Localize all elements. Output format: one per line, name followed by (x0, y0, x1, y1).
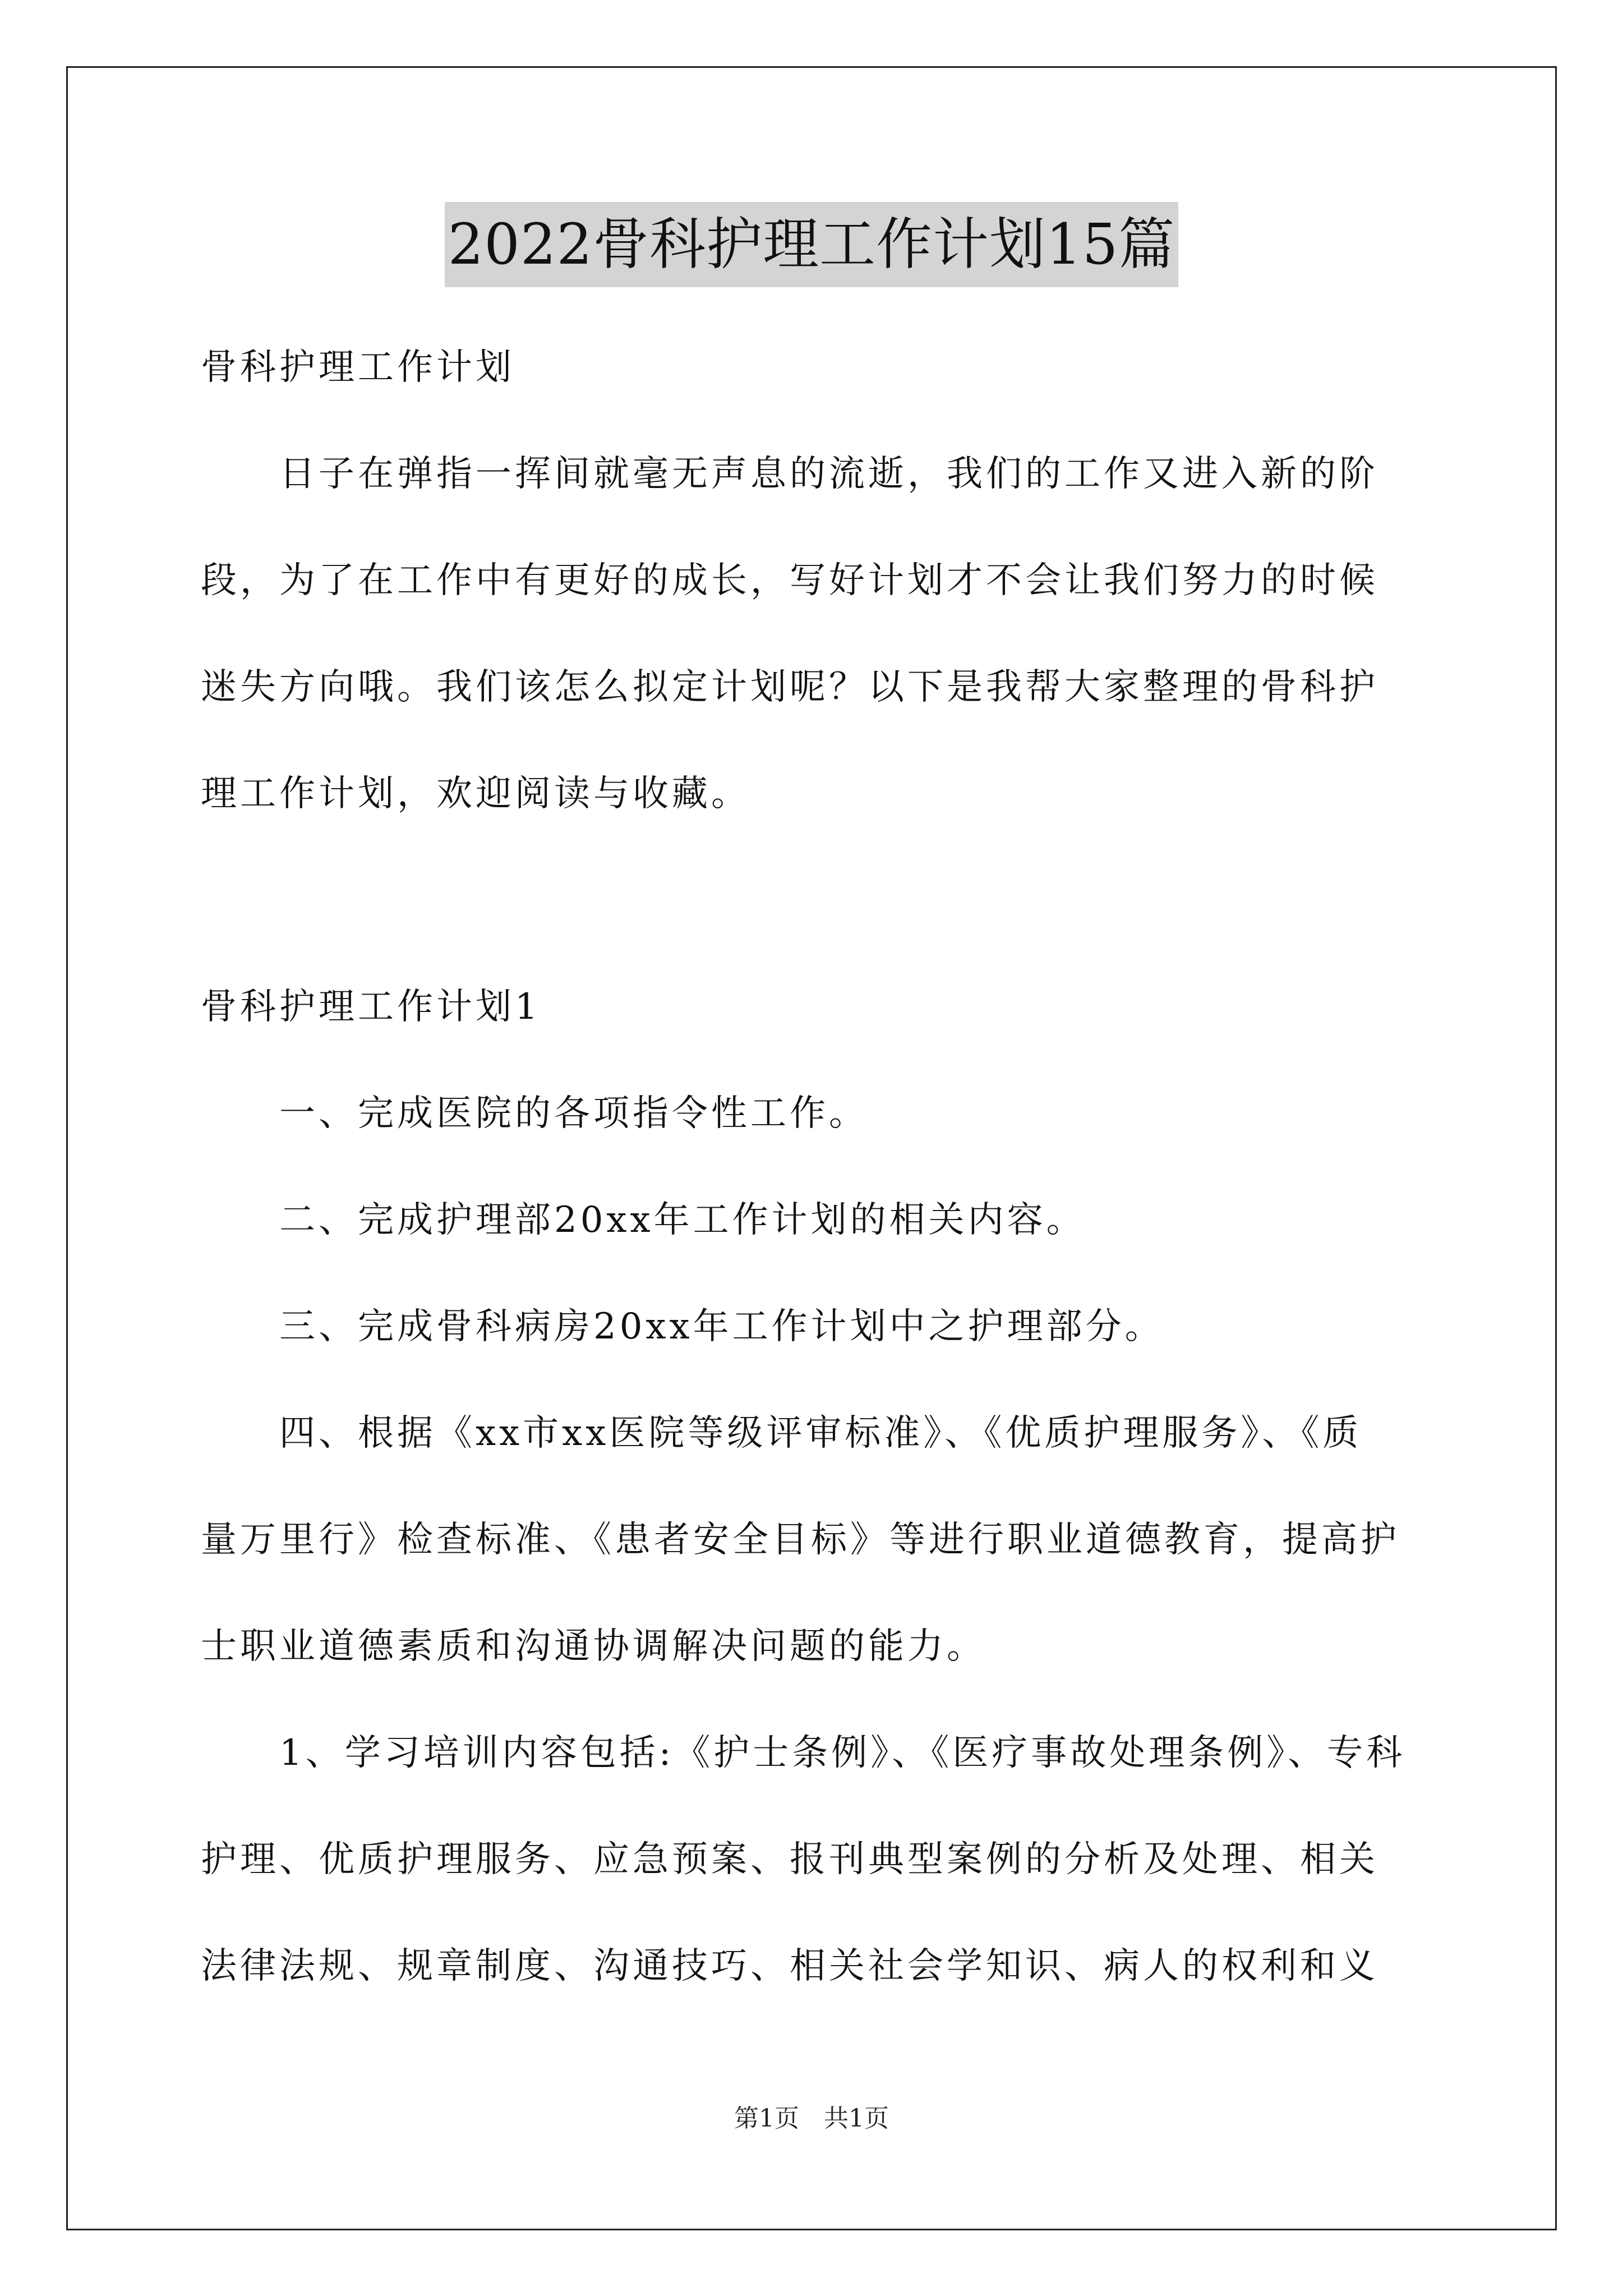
training-item-line: 1、学习培训内容包括:《护士条例》、《医疗事故处理条例》、专科 (279, 1732, 1406, 1774)
intro-line: 迷失方向哦。我们该怎么拟定计划呢？以下是我帮大家整理的骨科护 (201, 666, 1378, 708)
training-item-line: 护理、优质护理服务、应急预案、报刊典型案例的分析及处理、相关 (201, 1839, 1378, 1880)
paragraph-gap (201, 847, 1423, 954)
page-footer: 第1页 共1页 (734, 2104, 889, 2133)
intro-heading: 骨科护理工作计划 (201, 347, 515, 388)
title-container (0, 202, 1623, 287)
list-item-4-line: 四、根据《xx市xx医院等级评审标准》、《优质护理服务》、《质 (279, 1412, 1362, 1454)
section-heading: 骨科护理工作计划1 (201, 986, 541, 1028)
training-item-line: 法律法规、规章制度、沟通技巧、相关社会学知识、病人的权利和义 (201, 1945, 1378, 1987)
list-item-4-line: 量万里行》检查标准、《患者安全目标》等进行职业道德教育，提高护 (201, 1519, 1400, 1561)
intro-line: 理工作计划，欢迎阅读与收藏。 (201, 773, 750, 815)
intro-line: 日子在弹指一挥间就毫无声息的流逝，我们的工作又进入新的阶 (279, 453, 1378, 495)
list-item: 一、完成医院的各项指令性工作。 (279, 1093, 868, 1134)
intro-line: 段，为了在工作中有更好的成长，写好计划才不会让我们努力的时候 (201, 560, 1378, 601)
document-body (201, 314, 1423, 2019)
document-title: 2022骨科护理工作计划15篇 (445, 202, 1179, 287)
list-item: 三、完成骨科病房20xx年工作计划中之护理部分。 (279, 1306, 1164, 1347)
list-item: 二、完成护理部20xx年工作计划的相关内容。 (279, 1199, 1086, 1241)
list-item-4-line: 士职业道德素质和沟通协调解决问题的能力。 (201, 1626, 986, 1667)
